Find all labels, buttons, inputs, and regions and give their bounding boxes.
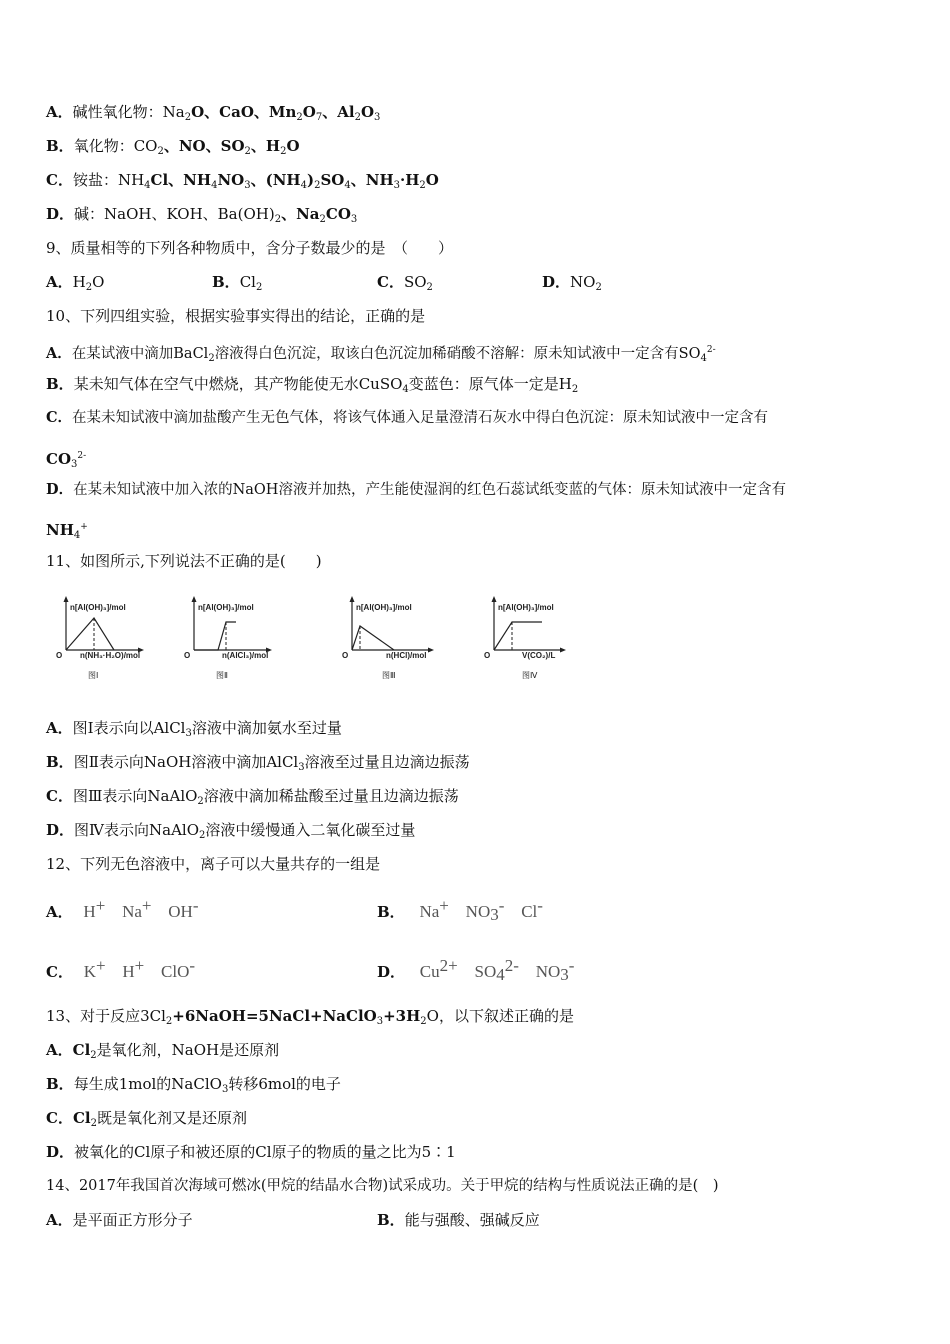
q10-option-b: B．某未知气体在空气中燃烧，其产物能使无水CuSO$_4$变蓝色：原气体一定是$H_2$ <box>46 375 579 395</box>
q8-option-b: B．氧化物：$CO_2$、NO、$SO_2$、$H_2O$ <box>46 137 300 157</box>
q9-stem: 9、质量相等的下列各种物质中，含分子数最少的是 （ ） <box>46 239 454 257</box>
q11-option-b: B．图Ⅱ表示向NaOH溶液中滴加AlCl$_3$溶液至过量且边滴边振荡 <box>46 753 470 773</box>
graph-4-xlabel: V(CO₂)/L <box>522 651 556 660</box>
graph-1-xlabel: n(NH₃·H₂O)/mol <box>80 651 141 660</box>
graph-4-svg <box>486 592 626 688</box>
graph-1-svg <box>58 592 198 688</box>
graph-2-y-arrow <box>192 596 197 602</box>
graph-3-xlabel: n(HCl)/mol <box>386 651 427 660</box>
q8-option-c: C．铵盐：$NH_4Cl$、$NH_4NO_3$、$(NH_4)_2SO_4$、$NH_3\cdot H_2O$ <box>46 171 439 191</box>
q9-option-a: A．$H_2O$ <box>46 273 105 293</box>
q12-option-b: B． Na+ NO3- Cl- <box>377 896 543 924</box>
q9-option-d: D．$NO_2$ <box>542 273 602 293</box>
graph-2-xlabel: n(AlCl₃)/mol <box>222 651 269 660</box>
q8-option-a: A．碱性氧化物：$Na_2O$、CaO、$Mn_2O_7$、$Al_2O_3$ <box>46 103 381 123</box>
graph-1-origin: O <box>56 651 63 660</box>
q11-option-d: D．图Ⅳ表示向NaAlO$_2$溶液中缓慢通入二氧化碳至过量 <box>46 821 416 841</box>
graph-2-ylabel: n[Al(OH)₃]/mol <box>198 603 254 612</box>
graph-4-caption: 图Ⅳ <box>522 671 538 680</box>
graph-4-origin: O <box>484 651 491 660</box>
graph-4 <box>486 592 626 688</box>
graph-3-curve <box>352 626 394 650</box>
graph-2-svg <box>186 592 326 688</box>
q10-option-a: A．在某试液中滴加BaCl$_2$溶液得白色沉淀，取该白色沉淀加稀硝酸不溶解：原未知试液中一定含有$SO_4^{2-}$ <box>46 345 716 364</box>
graph-3-ylabel: n[Al(OH)₃]/mol <box>356 603 412 612</box>
graph-3-caption: 图Ⅲ <box>382 671 396 680</box>
graph-3 <box>344 592 484 688</box>
graph-1-ylabel: n[Al(OH)₃]/mol <box>70 603 126 612</box>
q11-option-c: C．图Ⅲ表示向NaAlO$_2$溶液中滴加稀盐酸至过量且边滴边振荡 <box>46 787 459 807</box>
q12-stem: 12、下列无色溶液中，离子可以大量共存的一组是 <box>46 855 381 873</box>
q10-stem: 10、下列四组实验，根据实验事实得出的结论，正确的是 <box>46 307 426 325</box>
graph-4-ylabel: n[Al(OH)₃]/mol <box>498 603 554 612</box>
q13-option-b: B．每生成1mol的NaClO$_3$转移6mol的电子 <box>46 1075 341 1095</box>
q11-option-a: A．图Ⅰ表示向以AlCl$_3$溶液中滴加氨水至过量 <box>46 719 342 739</box>
graph-3-y-arrow <box>350 596 355 602</box>
graph-2-caption: 图Ⅱ <box>216 671 228 680</box>
q13-option-c: C．$Cl_2$既是氧化剂又是还原剂 <box>46 1109 247 1129</box>
q14-option-b: B．能与强酸、强碱反应 <box>377 1211 540 1229</box>
q13-stem: 13、对于反应$3Cl_2+6NaOH=5NaCl+NaClO_3+3H_2O$，以下叙述正确的是 <box>46 1007 574 1027</box>
graph-2-origin: O <box>184 651 191 660</box>
q12-option-c: C． K+ H+ ClO- <box>46 956 196 981</box>
q12-option-a: A． H+ Na+ OH- <box>46 896 199 921</box>
q8-option-d: D．碱：NaOH、KOH、$Ba(OH)_2$、$Na_2CO_3$ <box>46 205 358 225</box>
graph-4-x-arrow <box>560 648 566 653</box>
graph-2-curve <box>194 622 236 650</box>
graph-3-x-arrow <box>428 648 434 653</box>
graph-1-caption: 图Ⅰ <box>88 671 99 680</box>
graph-1-y-arrow <box>64 596 69 602</box>
graph-1-curve <box>66 618 114 650</box>
q9-option-c: C．$SO_2$ <box>377 273 433 293</box>
q14-stem: 14、2017年我国首次海域可燃冰(甲烷的结晶水合物)试采成功。关于甲烷的结构与性质说法正确的是( ) <box>46 1178 719 1194</box>
q10-option-d-cont: $NH_4^+$ <box>46 521 88 541</box>
q11-stem: 11、如图所示,下列说法不正确的是( ) <box>46 552 322 570</box>
q14-option-a: A．是平面正方形分子 <box>46 1211 193 1229</box>
graph-2 <box>186 592 326 688</box>
graph-4-y-arrow <box>492 596 497 602</box>
graph-4-curve <box>494 622 542 650</box>
q10-option-c: C．在某未知试液中滴加盐酸产生无色气体，将该气体通入足量澄清石灰水中得白色沉淀：原未知试液中一定含有 <box>46 409 769 426</box>
q10-option-c-cont: $CO_3^{2-}$ <box>46 450 87 470</box>
q12-option-d: D． Cu2+ SO42- NO3- <box>377 956 575 984</box>
q10-option-d: D．在某未知试液中加入浓的NaOH溶液并加热，产生能使湿润的红色石蕊试纸变蓝的气体：原未知试液中一定含有 <box>46 481 786 498</box>
graph-3-origin: O <box>342 651 349 660</box>
graph-3-svg <box>344 592 484 688</box>
q13-option-a: A．$Cl_2$是氧化剂，NaOH是还原剂 <box>46 1041 280 1061</box>
q9-option-b: B．$Cl_2$ <box>212 273 263 293</box>
q13-option-d: D．被氧化的Cl原子和被还原的Cl原子的物质的量之比为5∶1 <box>46 1143 456 1161</box>
graph-1 <box>58 592 198 688</box>
